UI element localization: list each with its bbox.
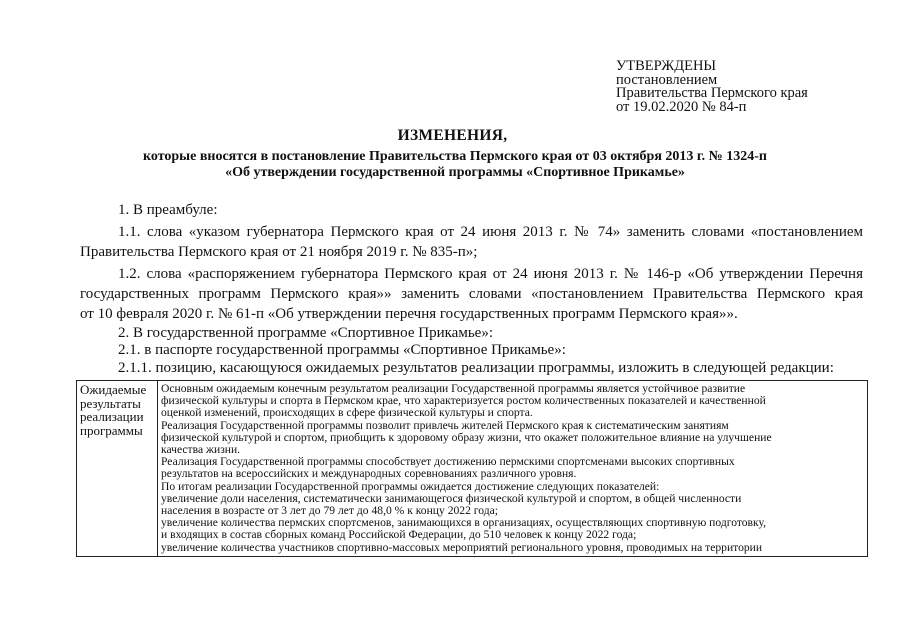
content-line: увеличение количества пермских спортсменов, занимающихся в организациях, осуществляющих спортивную подготовку, [161,516,767,530]
paragraph-2: 2. В государственной программе «Спортивное Прикамье»: [118,325,493,341]
content-line: увеличение доли населения, систематически занимающегося физической культурой и спортом, в общей численности [161,491,742,505]
paragraph-1-1-line: Правительства Пермского края от 21 ноября 2019 г. № 835-п»; [80,244,478,260]
approval-line: постановлением [616,71,718,88]
content-line: По итогам реализации Государственной программы ожидается достижение следующих показателей: [161,479,660,493]
table-row [77,381,868,557]
paragraph-1-2-line: 1.2. слова «распоряжением губернатора Пермского края от 24 июня 2013 г. № 146-р «Об утверждении Перечня [118,266,863,282]
approval-stamp [616,60,808,114]
approval-line: от 19.02.2020 № 84-п [616,98,747,115]
content-line: оценкой изменений, происходящих в сфере физической культуры и спорта. [161,406,533,420]
label-line: результаты [80,395,141,411]
content-line: Реализация Государственной программы способствует достижению пермскими спортсменами высоких спортивных [161,455,735,469]
document-title: ИЗМЕНЕНИЯ, [397,127,508,144]
paragraph-1-2-line: от 10 февраля 2020 г. № 61-п «Об утверждении перечня государственных программ Пермского края»». [80,306,738,322]
table-content-cell [158,381,868,557]
paragraph-2-1-1: 2.1.1. позицию, касающуюся ожидаемых результатов реализации программы, изложить в следующей редакции: [118,360,834,376]
expected-results-table [76,380,868,557]
subtitle-line: которые вносятся в постановление Правительства Пермского края от 03 октября 2013 г. № 1324-п [143,149,767,164]
content-line: населения в возрасте от 3 лет до 79 лет до 48,0 % к концу 2022 года; [161,504,498,518]
content-line: качества жизни. [161,443,241,457]
approval-line: УТВЕРЖДЕНЫ [616,58,717,74]
content-line: Основным ожидаемым конечным результатом реализации Государственной программы является устойчивое развитие [161,382,746,395]
content-line: физической культурой и спортом, приобщить к здоровому образу жизни, что окажет положительное влияние на улучшение [161,430,772,444]
content-line: результатов на всероссийских и международных соревнованиях различного уровня. [161,467,577,481]
content-line: физической культуры и спорта в Пермском крае, что характеризуется ростом количественных показателей и качественной [161,394,766,408]
content-line: увеличение количества участников спортивно-массовых мероприятий регионального уровня, проводимых на территории [161,540,763,554]
label-line: реализации [80,409,144,424]
paragraph-1-1-line: 1.1. слова «указом губернатора Пермского края от 24 июня 2013 г. № 74» заменить словами «постановлением [118,224,863,240]
content-line: и входящих в состав сборных команд Российской Федерации, до 510 человек к концу 2022 года; [161,528,637,542]
subtitle-line: «Об утверждении государственной программы «Спортивное Прикамье» [225,165,685,180]
paragraph-2-1: 2.1. в паспорте государственной программы «Спортивное Прикамье»: [118,342,566,358]
table-label-cell [77,381,158,557]
paragraph-1: 1. В преамбуле: [118,202,218,218]
content-line: Реализация Государственной программы позволит привлечь жителей Пермского края к систематическим занятиям [161,418,729,432]
label-line: программы [80,422,143,438]
document-subtitle [60,149,850,181]
label-line: Ожидаемые [80,382,147,397]
paragraph-1-2-line: государственных программ Пермского края»» заменить словами «постановлением Правительства Пермского края [80,286,863,302]
approval-line: Правительства Пермского края [616,85,808,101]
